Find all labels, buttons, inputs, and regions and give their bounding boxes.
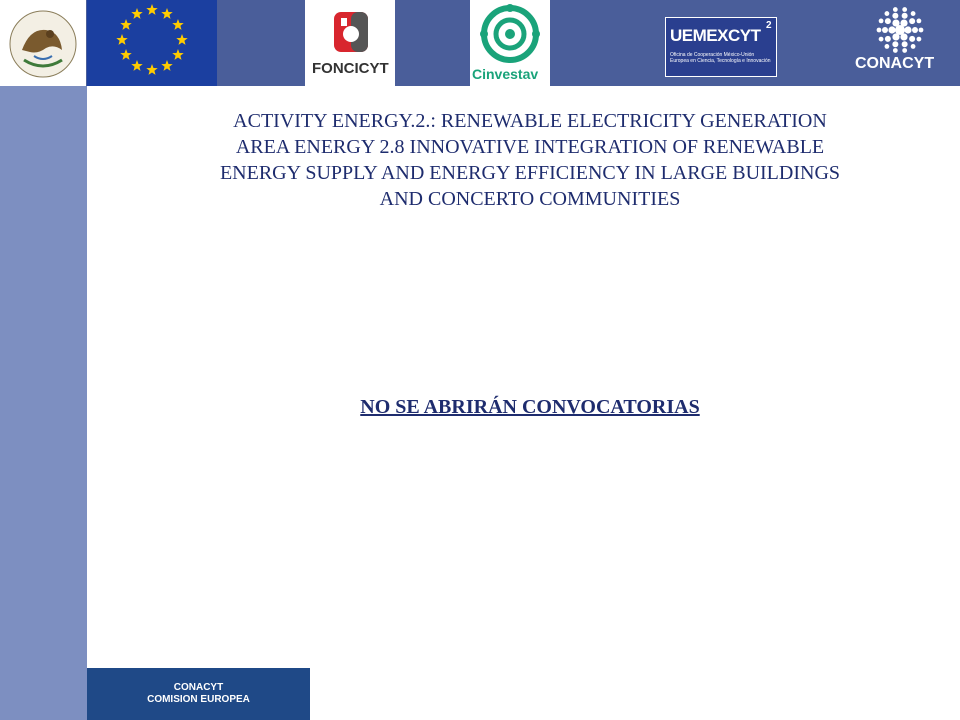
eu-stars-icon	[87, 0, 217, 86]
eu-star-icon	[172, 19, 183, 30]
conacyt-dot	[902, 41, 908, 47]
footer-line-conacyt: CONACYT	[173, 682, 224, 693]
eu-star-icon	[176, 34, 187, 45]
mexico-seal-logo	[0, 0, 86, 86]
conacyt-dot	[892, 41, 898, 47]
conacyt-dot	[892, 13, 898, 19]
conacyt-dot	[879, 18, 884, 23]
eu-star-icon	[146, 64, 157, 75]
eu-star-icon	[161, 60, 172, 71]
conacyt-dot	[911, 11, 916, 16]
conacyt-dot	[879, 37, 884, 42]
uemexcyt-label: UEMEXCYT	[670, 26, 761, 45]
title-line: AND CONCERTO COMMUNITIES	[379, 188, 681, 210]
conacyt-dot	[917, 18, 922, 23]
conacyt-dot	[885, 44, 890, 49]
left-sidebar-band	[0, 86, 87, 720]
conacyt-dot	[892, 33, 899, 40]
eu-star-icon	[120, 49, 131, 60]
eu-star-icon	[146, 4, 157, 15]
conacyt-dot	[902, 48, 907, 53]
conacyt-dot	[917, 37, 922, 42]
conacyt-dot	[911, 44, 916, 49]
conacyt-dot	[892, 19, 899, 26]
eu-star-icon	[161, 8, 172, 19]
title-line: AREA ENERGY 2.8 INNOVATIVE INTEGRATION OF RENEWABLE	[235, 136, 825, 158]
footer-label-box	[87, 668, 310, 720]
eu-star-icon	[120, 19, 131, 30]
conacyt-dot	[893, 48, 898, 53]
uemexcyt-subtitle: Oficina de Cooperación México-Unión Europea en Ciencia, Tecnología e Innovación	[670, 52, 771, 64]
conacyt-dot	[902, 7, 907, 12]
conacyt-dot	[888, 26, 895, 33]
cinvestav-label: Cinvestav	[472, 66, 539, 82]
conacyt-dot	[900, 33, 907, 40]
uemexcyt-superscript: 2	[766, 20, 772, 31]
eagle-seal-icon	[0, 0, 86, 86]
conacyt-dot	[909, 18, 915, 24]
uemexcyt-logo	[665, 17, 777, 77]
conacyt-logo	[845, 5, 955, 81]
conacyt-dot	[882, 27, 888, 33]
title-line: ENERGY SUPPLY AND ENERGY EFFICIENCY IN LARGE BUILDINGS	[219, 162, 841, 184]
eu-star-icon	[116, 34, 127, 45]
foncicyt-logo	[305, 0, 395, 86]
conacyt-dot	[919, 28, 924, 33]
conacyt-dot	[877, 28, 882, 33]
conacyt-dot	[885, 18, 891, 24]
conacyt-dot	[885, 36, 891, 42]
conacyt-dot	[885, 11, 890, 16]
cinvestav-logo	[470, 0, 550, 86]
title-line: ACTIVITY ENERGY.2.: RENEWABLE ELECTRICITY GENERATION	[233, 110, 827, 132]
conacyt-dot	[904, 26, 911, 33]
eu-star-icon	[131, 8, 142, 19]
no-calls-notice: NO SE ABRIRÁN CONVOCATORIAS	[360, 396, 700, 418]
footer-line-comision: COMISION EUROPEA	[147, 694, 250, 705]
conacyt-dot	[900, 19, 907, 26]
conacyt-dot	[902, 13, 908, 19]
conacyt-label: CONACYT	[855, 55, 935, 72]
conacyt-dot	[893, 7, 898, 12]
activity-title	[140, 108, 920, 212]
conacyt-dots-icon	[845, 5, 955, 55]
eu-flag-logo	[87, 0, 217, 86]
conacyt-dot	[909, 36, 915, 42]
eu-star-icon	[131, 60, 142, 71]
conacyt-dot	[912, 27, 918, 33]
eu-star-icon	[172, 49, 183, 60]
foncicyt-label: FONCICYT	[312, 60, 389, 77]
